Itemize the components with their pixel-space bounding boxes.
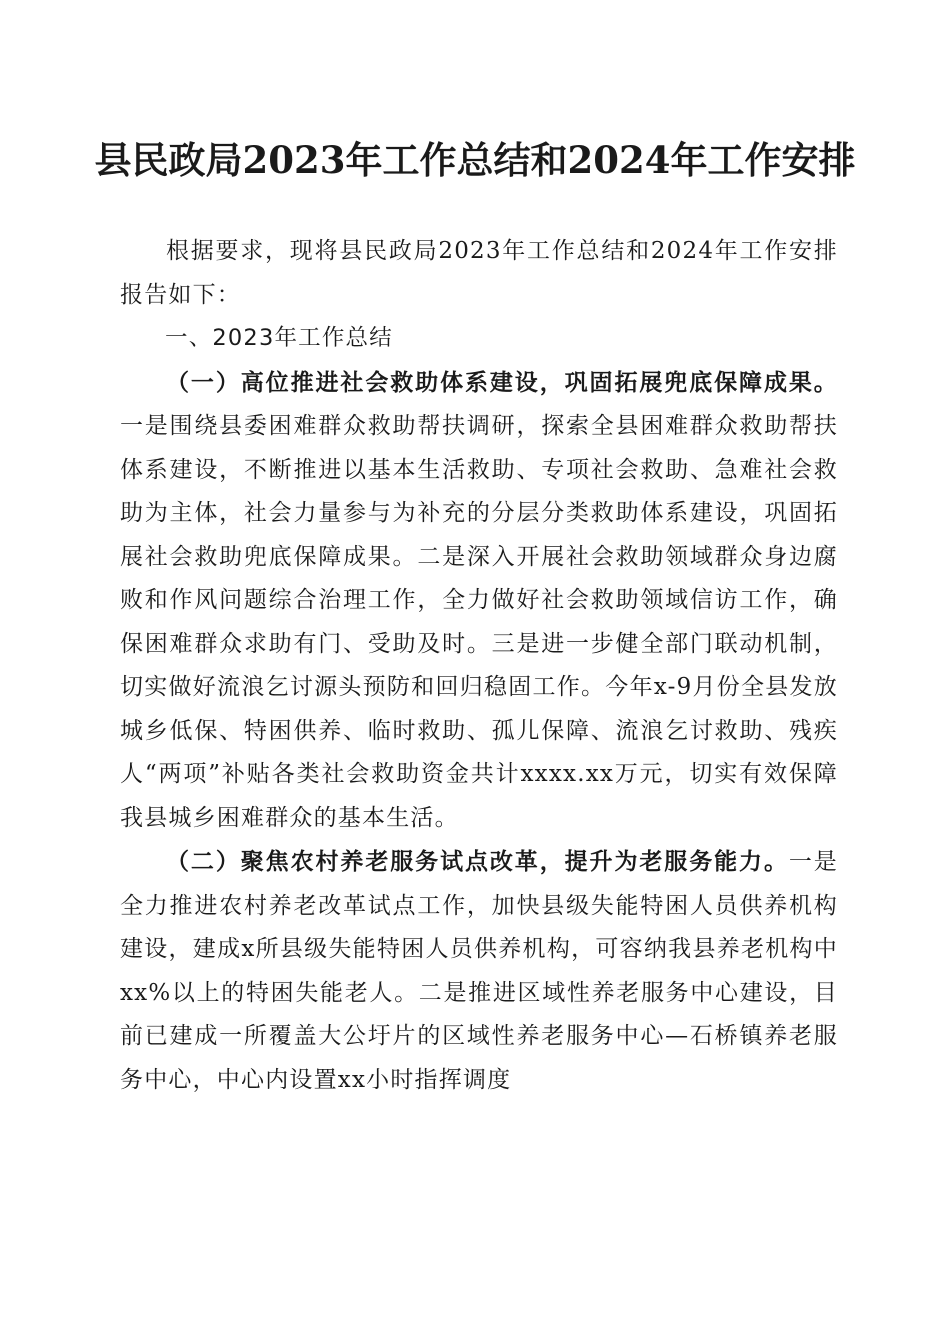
document-body <box>120 230 838 1102</box>
paragraph-item-1 <box>120 361 838 841</box>
subsection-heading-1: （一）高位推进社会救助体系建设，巩固拓展兜底保障成果。 <box>166 368 838 396</box>
intro-paragraph: 根据要求，现将县民政局2023年工作总结和2024年工作安排报告如下： <box>120 238 838 308</box>
paragraph-body-1: 一是围绕县委困难群众救助帮扶调研，探索全县困难群众救助帮扶体系建设，不断推进以基本生活救助、专项社会救助、急难社会救助为主体，社会力量参与为补充的分层分类救助体系建设，巩固拓展社会救助兜底保障成果。二是深入开展社会救助领域群众身边腐败和作风问题综合治理工作，全力做好社会救助领域信访工作，确保困难群众求助有门、受助及时。三是进一步健全部门联动机制，切实做好流浪乞讨源头预防和回归稳固工作。今年x-9月份全县发放城乡低保、特困供养、临时救助、孤儿保障、流浪乞讨救助、残疾人“两项”补贴各类社会救助资金共计xxxx.xx万元，切实有效保障我县城乡困难群众的基本生活。 <box>120 413 838 831</box>
paragraph-body-2: 一是全力推进农村养老改革试点工作，加快县级失能特困人员供养机构建设，建成x所县级失能特困人员供养机构，可容纳我县养老机构中xx%以上的特困失能老人。二是推进区域性养老服务中心建设，目前已建成一所覆盖大公圩片的区域性养老服务中心—石桥镇养老服务中心，中心内设置xx小时指挥调度 <box>120 849 839 1093</box>
document-title: 县民政局2023年工作总结和2024年工作安排 <box>94 138 856 182</box>
subsection-heading-2: （二）聚焦农村养老服务试点改革，提升为老服务能力。 <box>166 848 789 875</box>
paragraph-item-2 <box>120 840 838 1102</box>
section-heading: 一、2023年工作总结 <box>165 325 393 351</box>
